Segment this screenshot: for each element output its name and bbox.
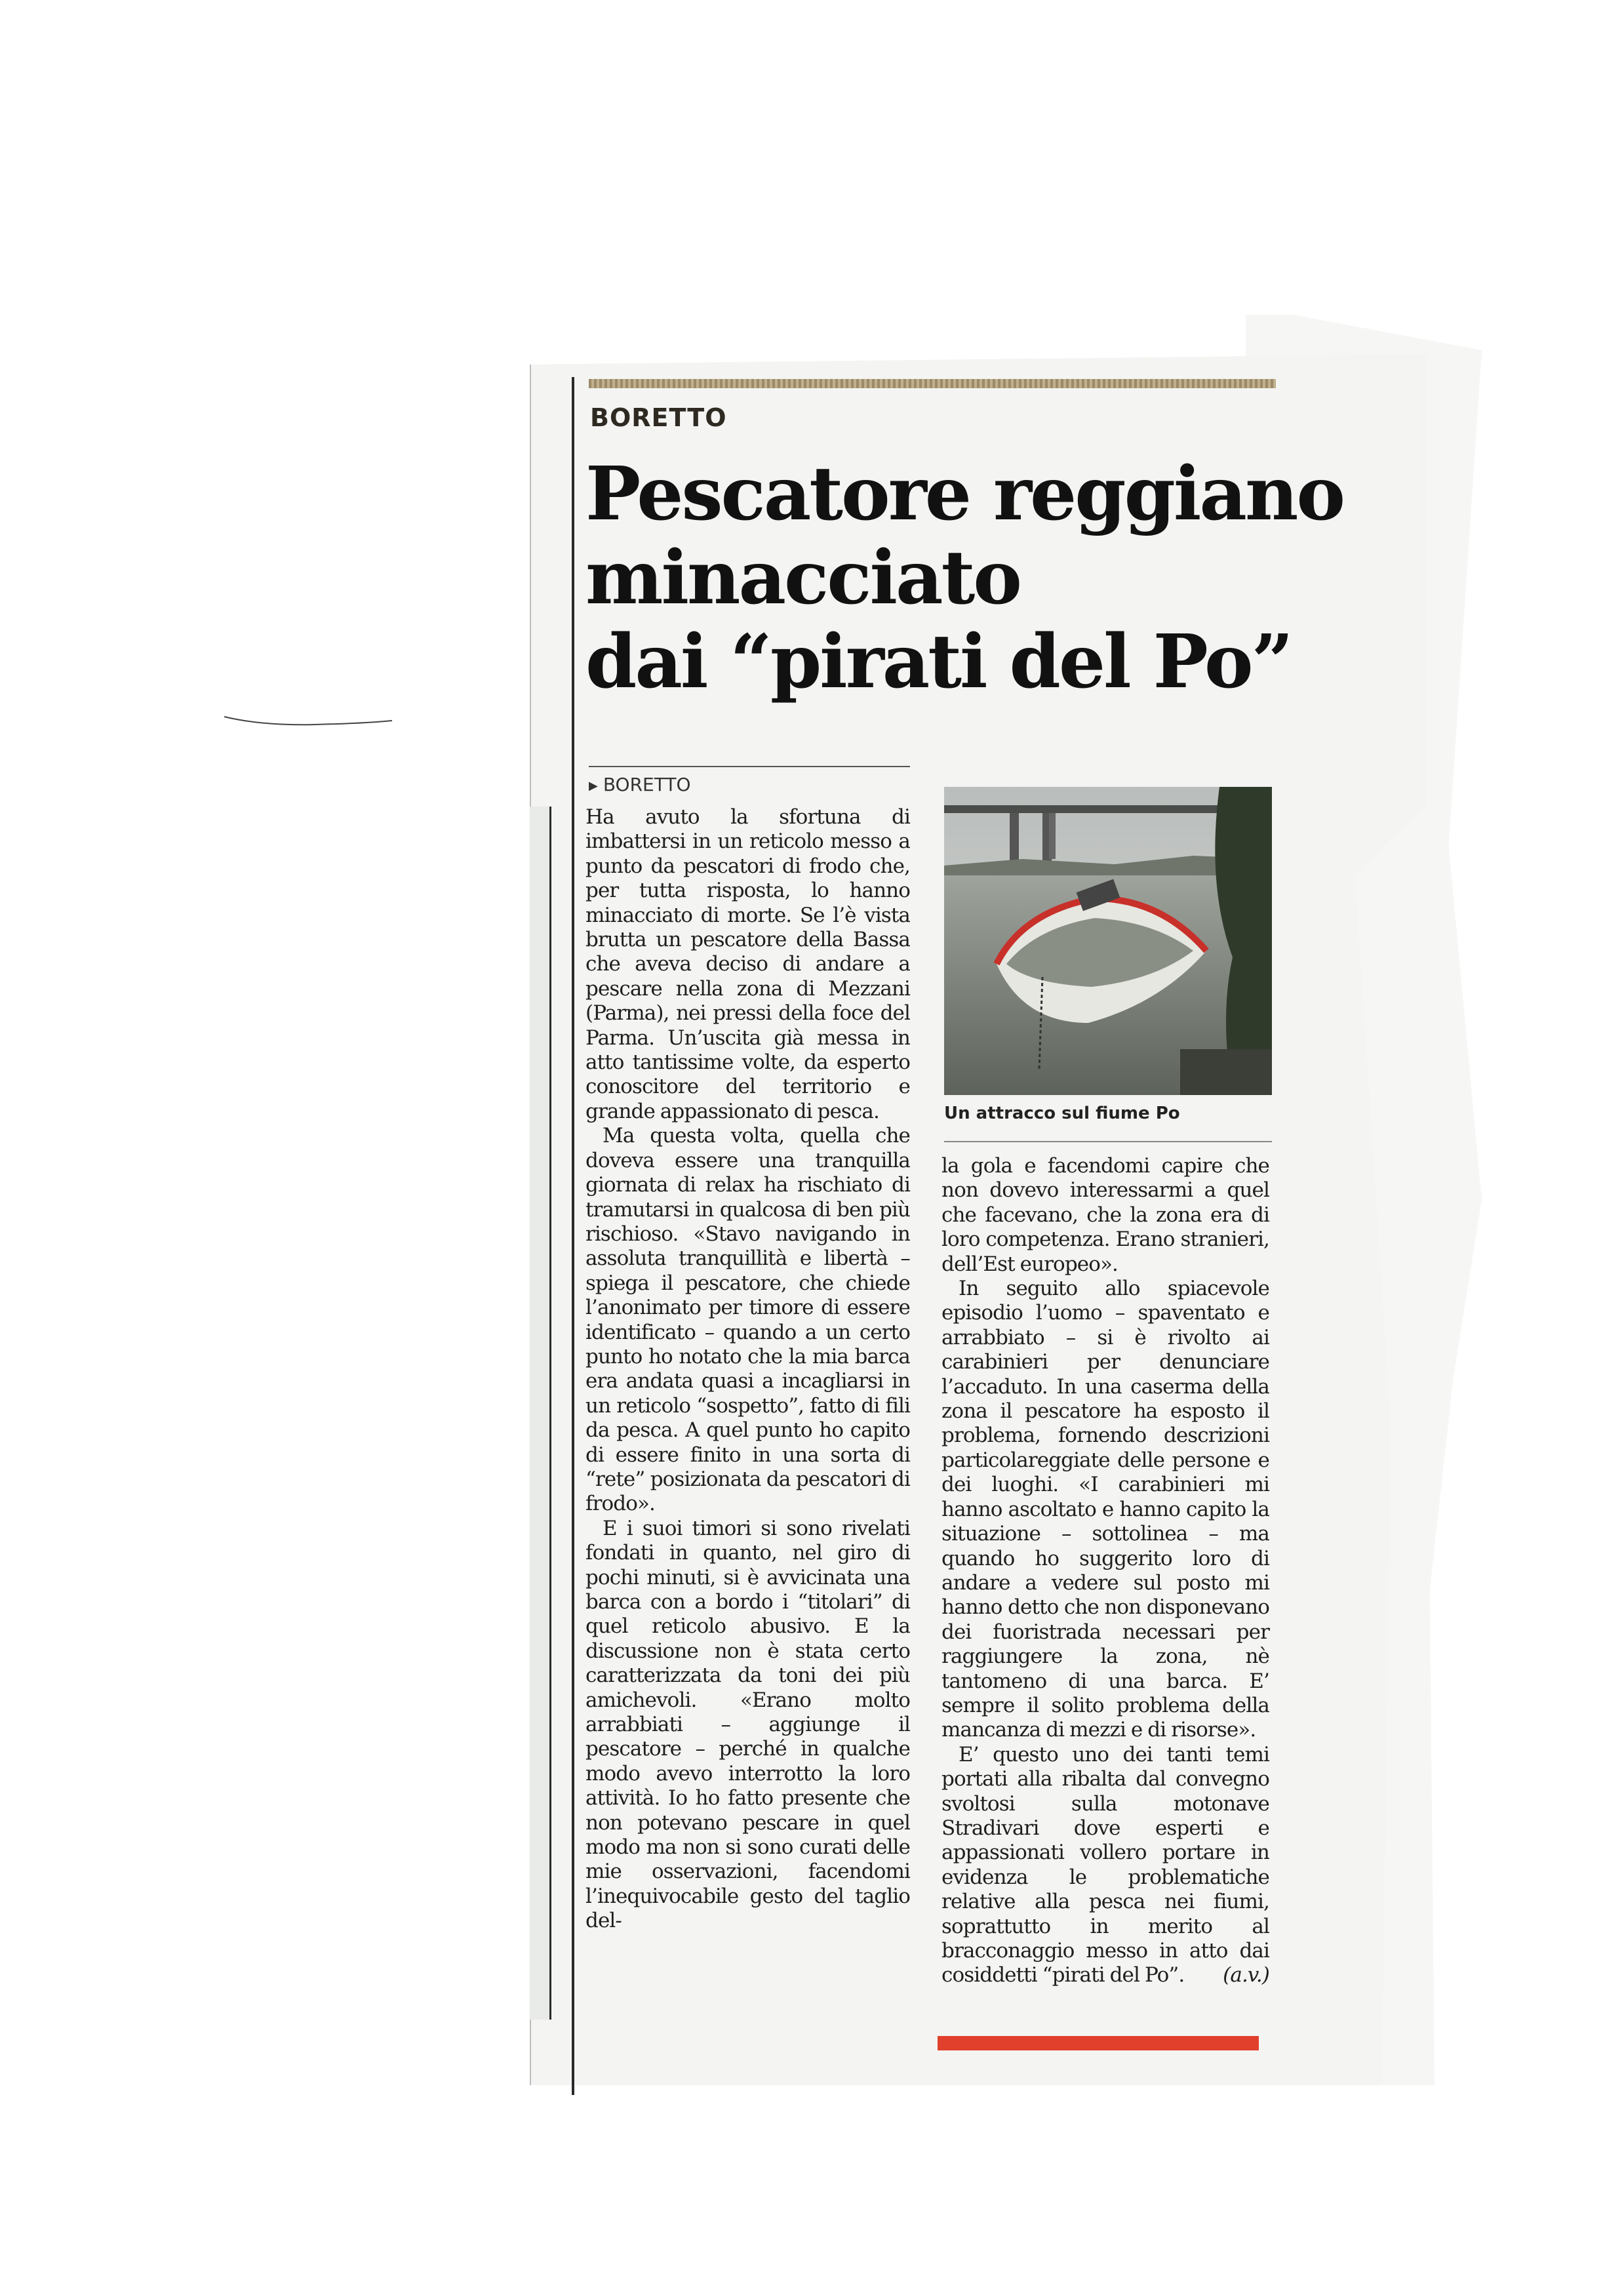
article-column-1 (585, 805, 910, 1934)
paragraph: In seguito allo spiacevole episodio l’uomo – spaventato e arrabbiato – si è rivolto ai carabinieri per denunciare l’accaduto. In una caserma della zona il pescatore ha esposto il problema, fornendo descrizioni particolareggiate delle persone e dei luoghi. «I carabinieri mi hanno ascoltato e hanno capito la situazione – sottolinea – ma quando ho suggerito loro di andare a vedere sul posto mi hanno detto che non disponevano dei fuoristrada necessari per raggiungere la zona, nè tantomeno di una barca. E’ sempre il solito problema della mancanza di mezzi e di risorse». (941, 1277, 1269, 1742)
headline (585, 451, 1344, 705)
author-signature: (a.v.) (1223, 1963, 1269, 1987)
paragraph-text: E’ questo uno dei tanti temi portati alla ribalta dal convegno svoltosi sulla motonave Stradivari dove esperti e appassionati vollero portare in evidenza le problematiche relative alla pesca nei fiumi, soprattutto in merito al bracconaggio messo in atto dai cosiddetti “pirati del Po”. (941, 1742, 1269, 1987)
header-rule (589, 379, 1276, 388)
paragraph: E i suoi timori si sono rivelati fondati in quanto, nel giro di pochi minuti, si è avvicinata una barca con a bordo i “titolari” di quel reticolo abusivo. E la discussione non è stata certo caratterizzata da toni dei più amichevoli. «Erano molto arrabbiati – aggiunge il pescatore – perché in qualche modo avevo interrotto la loro attività. Io ho fatto presente che non potevano pescare in quel modo ma non si sono curati delle mie osservazioni, facendomi l’inequivocabile gesto del taglio del- (585, 1516, 910, 1933)
headline-line-3: dai “pirati del Po” (585, 619, 1292, 705)
headline-line-1: Pescatore reggiano (585, 451, 1344, 537)
article-column-2 (941, 1154, 1269, 1988)
paragraph: Ha avuto la sfortuna di imbattersi in un reticolo messo a punto da pescatori di frodo che, per tutta risposta, lo hanno minacciato di morte. Se l’è vista brutta un pescatore della Bassa che aveva deciso di andare a pescare nella zona di Mezzani (Parma), nei pressi della foce del Parma. Un’uscita già messa in atto tantissime volte, da esperto conoscitore del territorio e grande appassionato di pesca. (585, 805, 910, 1123)
paragraph: la gola e facendomi capire che non dovevo interessarmi a quel che facevano, che la zona era di loro competenza. Erano stranieri, dell’Est europeo». (941, 1154, 1269, 1276)
photo-boat-on-river (944, 787, 1272, 1095)
paragraph: Ma questa volta, quella che doveva essere una tranquilla giornata di relax ha rischiato di tramutarsi in qualcosa di ben più rischioso. «Stavo navigando in assoluta tranquillità e libertà – spiega il pescatore, che chiede l’anonimato per timore di essere identificato – quando a un certo punto ho notato che la mia barca era andata quasi a incagliarsi in un reticolo “sospetto”, fatto di fili da pesca. A quel punto ho capito di essere finito in una sorta di “rete” posizionata da pescatori di frodo». (585, 1124, 910, 1516)
adjacent-column-strip (530, 807, 551, 2020)
paragraph (941, 1743, 1269, 1988)
dateline: ▶ BORETTO (589, 774, 691, 795)
headline-line-2: minacciato (585, 535, 1020, 621)
section-label: BORETTO (590, 403, 727, 432)
caption-rule (944, 1141, 1272, 1142)
photo-caption: Un attracco sul fiume Po (944, 1104, 1180, 1123)
bleedthrough-text (983, 367, 1006, 445)
pen-mark (223, 711, 393, 731)
column-rule (572, 377, 574, 2095)
kicker-rule (589, 766, 910, 767)
bottom-red-band (938, 2036, 1259, 2050)
